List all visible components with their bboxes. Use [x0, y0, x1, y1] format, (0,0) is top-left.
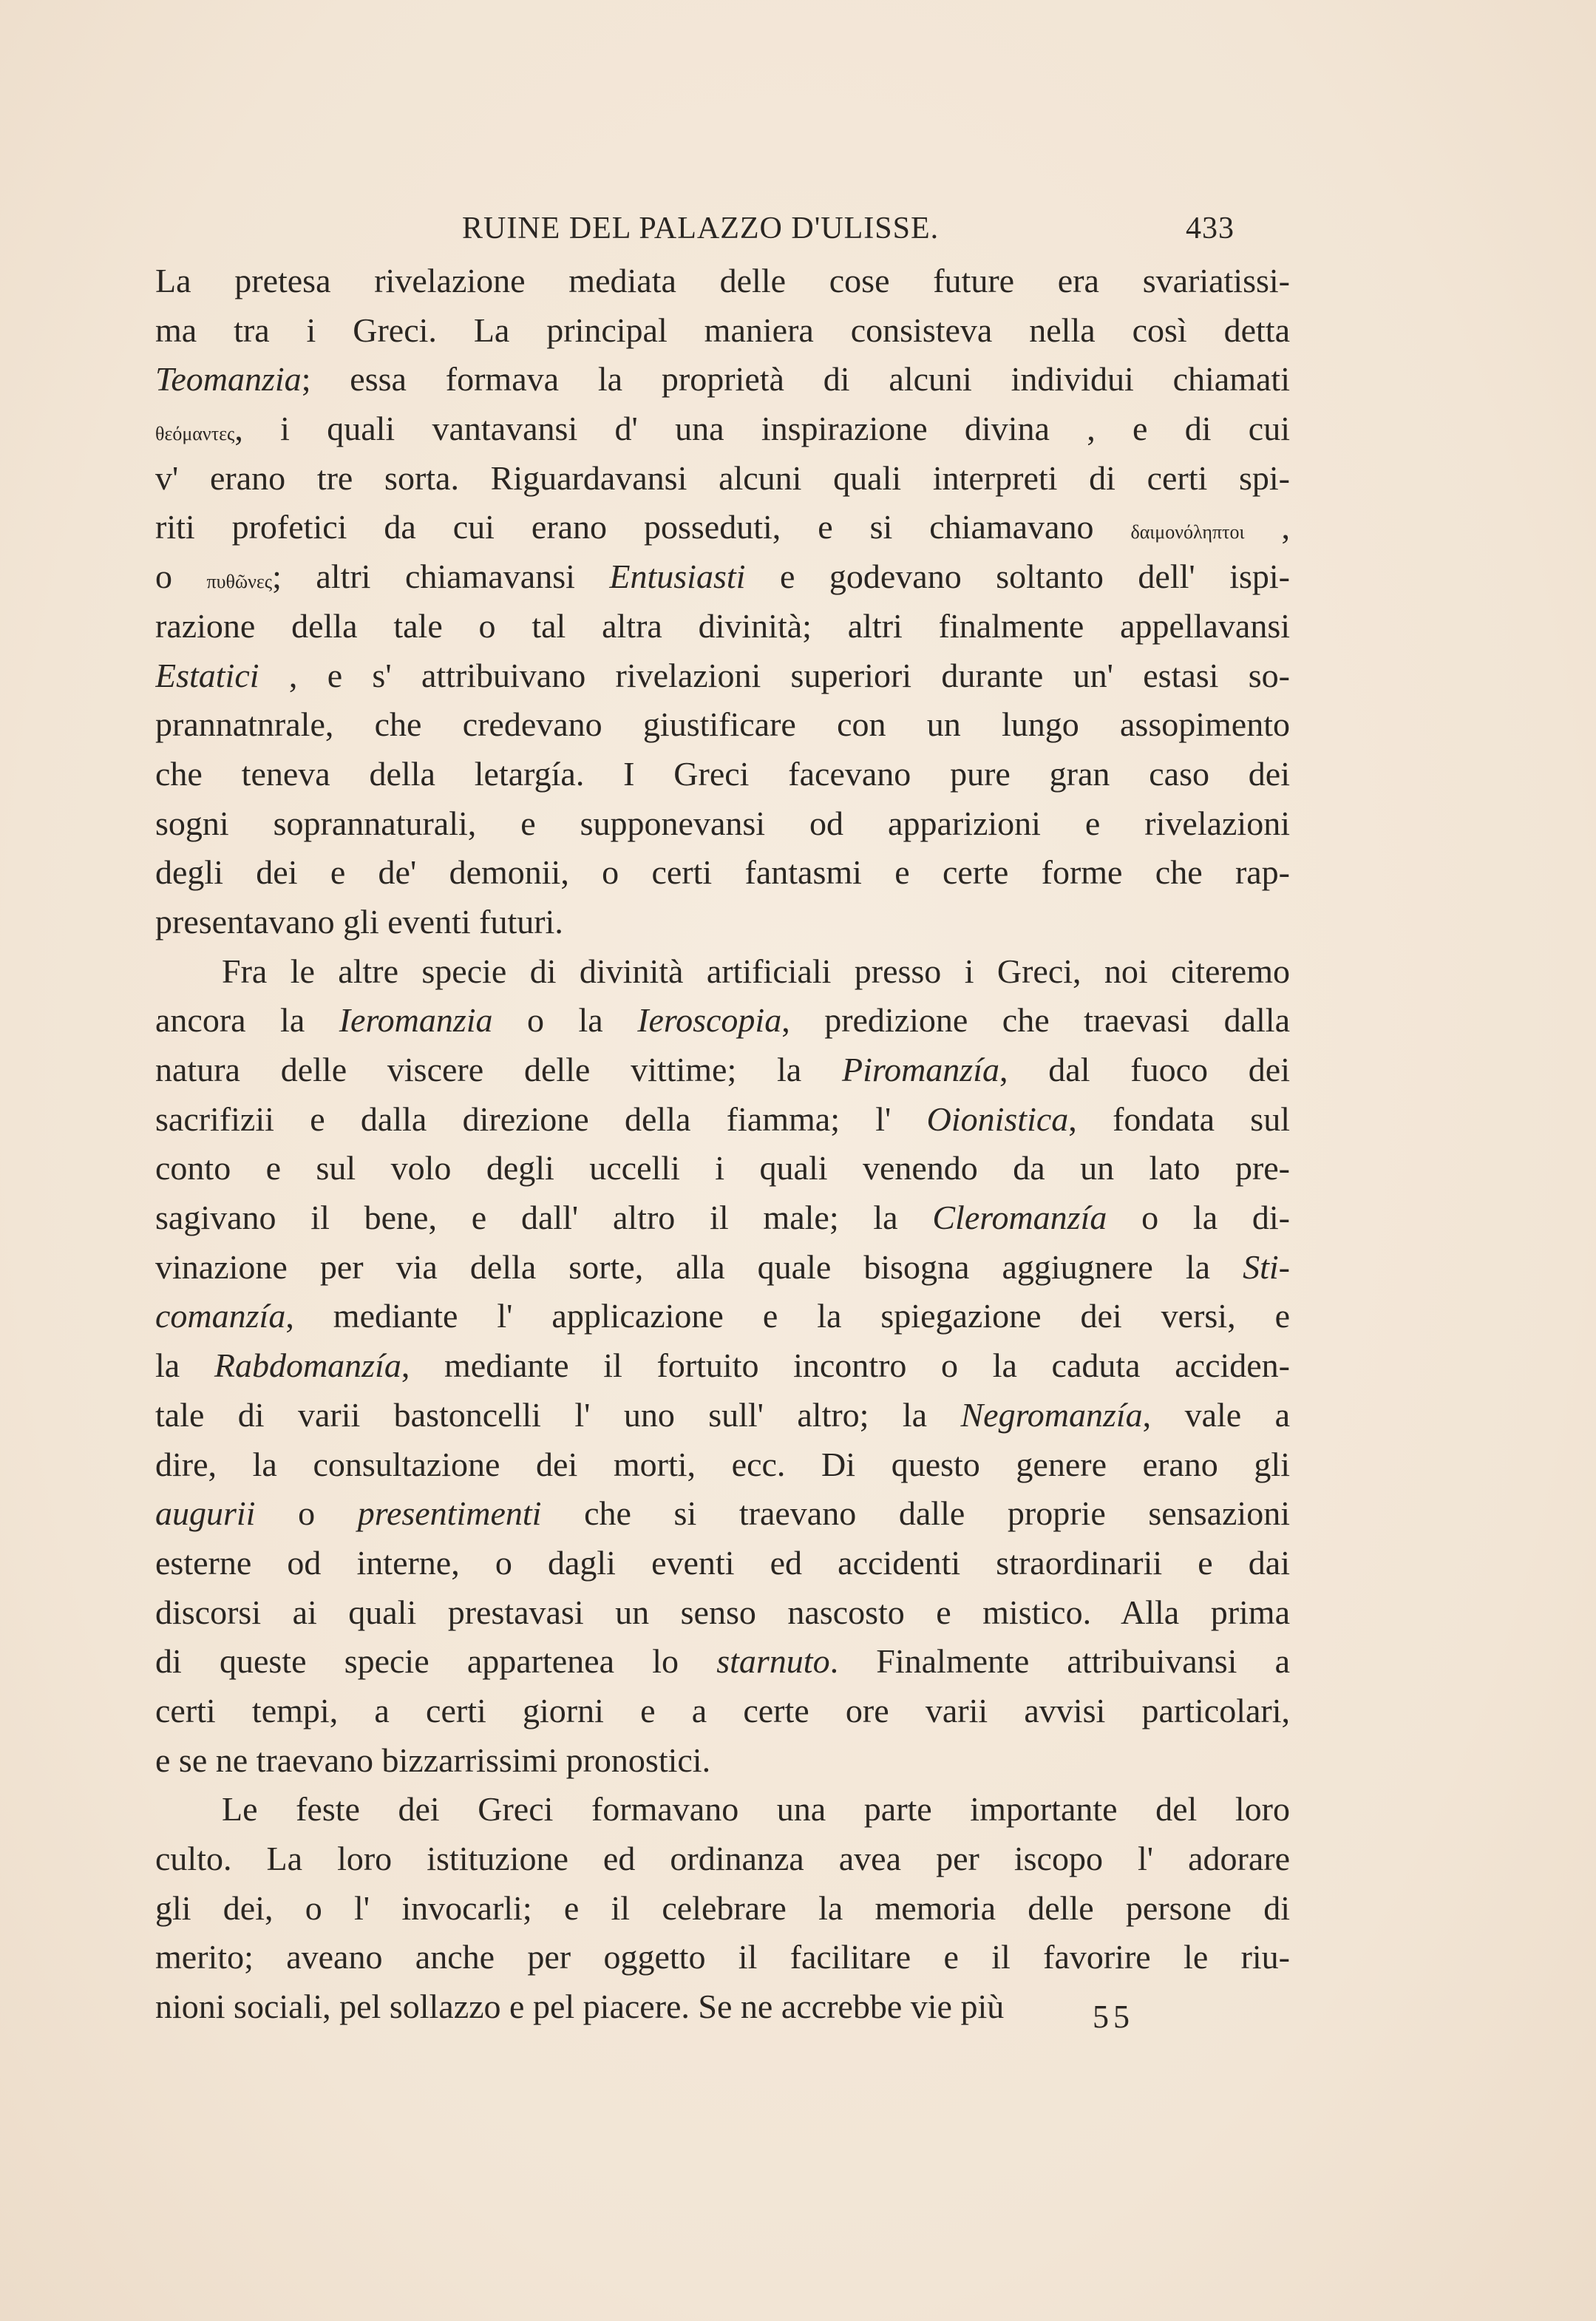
text-run: sacrifizii e dalla direzione della fiamma; l': [155, 1099, 927, 1138]
text-run: o: [155, 558, 207, 596]
text-line: [155, 602, 1290, 651]
text-run: presentavano gli eventi futuri.: [155, 902, 563, 941]
text-line: [155, 996, 1290, 1046]
text-run: nioni sociali, pel sollazzo e pel piacere. Se ne accrebbe vie più: [155, 1988, 1005, 2026]
text-run: vinazione per via della sorte, alla quale bisogna aggiugnere la: [155, 1247, 1243, 1286]
text-line: [155, 1785, 1290, 1834]
text-line: [155, 700, 1290, 750]
italic-term: augurii: [155, 1494, 256, 1533]
text-line: [155, 1588, 1290, 1638]
text-run: ; essa formava la proprietà di alcuni individui chiamati: [301, 360, 1290, 399]
text-run: , i quali vantavansi d' una inspirazione divina , e di cui: [234, 410, 1290, 448]
text-line: [155, 848, 1290, 898]
text-line: [155, 1884, 1290, 1934]
paragraph: [155, 257, 1290, 947]
text-run: o: [255, 1494, 358, 1533]
italic-term: comanzía: [155, 1297, 286, 1335]
text-line: [155, 750, 1290, 799]
text-line: [155, 1637, 1290, 1687]
paragraph: [155, 1785, 1290, 2031]
text-line: [155, 355, 1290, 404]
text-run: e se ne traevano bizzarrissimi pronostici.: [155, 1741, 711, 1779]
text-line: [155, 1243, 1290, 1292]
italic-term: Ieroscopia: [637, 1001, 782, 1040]
text-run: prannatnrale, che credevano giustificare con un lungo assopimento: [155, 705, 1290, 744]
signature-mark: 55: [1093, 1999, 1134, 2035]
text-run: la: [155, 1346, 214, 1385]
italic-term: Estatici: [155, 656, 259, 694]
italic-term: Teomanzia: [155, 360, 302, 399]
text-line: [155, 1095, 1290, 1145]
text-line: [155, 306, 1290, 356]
text-line: [155, 1539, 1290, 1588]
running-head-title: RUINE DEL PALAZZO D'ULISSE.: [462, 211, 940, 245]
text-run: ancora la: [155, 1001, 339, 1040]
text-line: [155, 1440, 1290, 1490]
italic-term: Ieromanzia: [339, 1001, 493, 1040]
italic-term: Piromanzía: [842, 1051, 999, 1088]
text-line: [155, 1933, 1290, 1982]
text-run: o la: [492, 1001, 638, 1040]
text-line: [155, 257, 1290, 306]
text-run: o la di-: [1107, 1199, 1290, 1237]
text-line: [155, 404, 1290, 454]
text-run: . Finalmente attribuivansi a: [829, 1642, 1290, 1681]
text-run: , dal fuoco dei: [999, 1051, 1290, 1088]
text-line: [155, 1341, 1290, 1391]
paragraph: [155, 947, 1290, 1786]
text-run: , predizione che traevasi dalla: [781, 1001, 1290, 1040]
text-line: [155, 1193, 1290, 1243]
text-run: , vale a: [1142, 1395, 1290, 1434]
text-run: sogni soprannaturali, e supponevansi od apparizioni e rivelazioni: [155, 804, 1290, 842]
text-run: che teneva della letargía. I Greci facevano pure gran caso dei: [155, 754, 1290, 793]
greek-term: θεόμαντες: [155, 423, 235, 445]
text-run: , mediante il fortuito incontro o la caduta acciden-: [401, 1346, 1290, 1385]
text-line: [155, 799, 1290, 849]
greek-term: δαιμονόληπτοι: [1130, 521, 1245, 543]
italic-term: Negromanzía: [960, 1395, 1143, 1434]
text-run: ma tra i Greci. La principal maniera consisteva nella così detta: [155, 311, 1290, 349]
text-line: [155, 947, 1290, 997]
text-run: v' erano tre sorta. Riguardavansi alcuni quali interpreti di certi spi-: [155, 458, 1290, 497]
text-line: [155, 1489, 1290, 1539]
text-run: tale di varii bastoncelli l' uno sull' altro; la: [155, 1395, 961, 1434]
text-run: discorsi ai quali prestavasi un senso nascosto e mistico. Alla prima: [155, 1593, 1290, 1631]
italic-term: Cleromanzía: [932, 1199, 1107, 1237]
text-run: , mediante l' applicazione e la spiegazione dei versi, e: [285, 1297, 1290, 1335]
text-run: di queste specie appartenea lo: [155, 1642, 717, 1681]
text-run: , e s' attribuivano rivelazioni superiori durante un' estasi so-: [259, 656, 1290, 694]
text-line: [155, 1046, 1290, 1095]
italic-term: starnuto: [716, 1642, 830, 1681]
page-number: 433: [1186, 211, 1235, 245]
text-line: [155, 1144, 1290, 1193]
text-line: [155, 552, 1290, 602]
text-run: conto e sul volo degli uccelli i quali venendo da un lato pre-: [155, 1149, 1290, 1187]
text-run: ,: [1244, 508, 1290, 546]
text-run: degli dei e de' demonii, o certi fantasmi e certe forme che rap-: [155, 853, 1290, 892]
text-block: [155, 211, 1290, 2032]
text-run: che si traevano dalle proprie sensazioni: [541, 1494, 1290, 1533]
text-run: e godevano soltanto dell' ispi-: [745, 558, 1290, 596]
text-run: razione della tale o tal altra divinità; altri finalmente appellavansi: [155, 606, 1290, 645]
text-run: certi tempi, a certi giorni e a certe ore varii avvisi particolari,: [155, 1691, 1290, 1729]
text-line: [155, 454, 1290, 504]
body-text: [155, 257, 1290, 2032]
text-line: [155, 1292, 1290, 1341]
text-line: [155, 651, 1290, 701]
text-line: [155, 503, 1290, 552]
text-line: [155, 1834, 1290, 1884]
text-run: , fondata sul: [1068, 1099, 1290, 1138]
text-run: sagivano il bene, e dall' altro il male; la: [155, 1199, 933, 1237]
italic-term: Sti-: [1243, 1247, 1290, 1286]
text-line: [155, 898, 1290, 947]
text-run: merito; aveano anche per oggetto il facilitare e il favorire le riu-: [155, 1938, 1290, 1976]
text-run: gli dei, o l' invocarli; e il celebrare la memoria delle persone di: [155, 1888, 1290, 1927]
greek-term: πυθῶνες: [206, 571, 273, 593]
text-run: Le feste dei Greci formavano una parte importante del loro: [222, 1790, 1290, 1829]
text-run: dire, la consultazione dei morti, ecc. Di questo genere erano gli: [155, 1445, 1290, 1483]
text-line: [155, 1736, 1290, 1786]
text-run: La pretesa rivelazione mediata delle cose future era svariatissi-: [155, 262, 1290, 299]
text-run: natura delle viscere delle vittime; la: [155, 1051, 842, 1088]
text-run: Fra le altre specie di divinità artificiali presso i Greci, noi citeremo: [222, 952, 1290, 990]
italic-term: Oionistica: [926, 1099, 1069, 1138]
text-run: ; altri chiamavansi: [272, 558, 610, 596]
text-line: [155, 1687, 1290, 1736]
italic-term: Entusiasti: [609, 558, 746, 596]
text-line: [155, 1391, 1290, 1440]
italic-term: presentimenti: [357, 1494, 542, 1533]
italic-term: Rabdomanzía: [214, 1346, 401, 1385]
running-head: [155, 211, 1290, 257]
text-run: culto. La loro istituzione ed ordinanza avea per iscopo l' adorare: [155, 1840, 1290, 1877]
text-run: riti profetici da cui erano posseduti, e si chiamavano: [155, 508, 1131, 546]
text-run: esterne od interne, o dagli eventi ed accidenti straordinarii e dai: [155, 1543, 1290, 1582]
